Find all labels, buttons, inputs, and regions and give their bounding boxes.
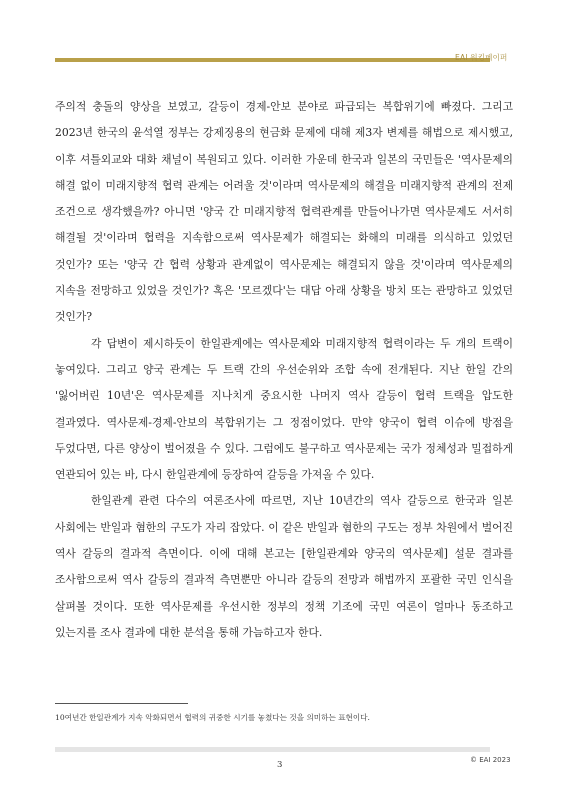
- footer-rule: [55, 747, 490, 752]
- body-paragraph-3: 한일관계 관련 다수의 여론조사에 따르면, 지난 10년간의 역사 갈등으로 한국과 일본 사회에는 반일과 혐한의 구도가 자리 잡았다. 이 같은 반일과 혐한의 구도는 정부 차원에서 벌어진 역사 갈등의 결과적 측면이다. 이에 대해 본고는 [한일관계와 양국의 역사문제] 설문 결과를 조사함으로써 역사 갈등의 결과적 측면뿐만 아니라 갈등의 전망과 해법까지 포괄한 국민 인식을 살펴볼 것이다. 또한 역사문제를 우선시한 정부의 정책 기조에 국민 여론이 얼마나 동조하고 있는지를 조사 결과에 대한 분석을 통해 가늠하고자 한다.: [55, 494, 513, 639]
- header-series-label: EAI 워킹페이퍼: [455, 53, 508, 62]
- footnote-text: 10여년간 한일관계가 지속 악화되면서 협력의 귀중한 시기를 놓쳤다는 것을 의미하는 표현이다.: [55, 713, 370, 722]
- body-paragraph-2: 각 답변이 제시하듯이 한일관계에는 역사문제와 미래지향적 협력이라는 두 개의 트랙이 놓여있다. 그리고 양국 관계는 두 트랙 간의 우선순위와 조합 속에 전개된다. 지난 한일 간의 '잃어버린 10년'은 역사문제를 지나치게 중요시한 나머지 역사 갈등이 협력 트랙을 압도한 결과였다. 역사문제-경제-안보의 복합위기는 그 정점이었다. 만약 양국이 협력 이슈에 방점을 두었다면, 다른 양상이 벌어졌을 수 있다. 그럼에도 불구하고 역사문제는 국가 정체성과 밀접하게 연관되어 있는 바, 다시 한일관계에 등장하여 갈등을 가져올 수 있다.: [55, 336, 513, 482]
- body-text: [55, 94, 513, 646]
- footnote-divider: [55, 703, 188, 704]
- header-rule: [55, 58, 490, 62]
- page-number: 3: [277, 760, 283, 770]
- body-paragraph-1: 주의적 충돌의 양상을 보였고, 갈등이 경제-안보 분야로 파급되는 복합위기에 빠졌다. 그리고 2023년 한국의 윤석열 정부는 강제징용의 현금화 문제에 대해 제3자 변제를 해법으로 제시했고, 이후 셔틀외교와 대화 채널이 복원되고 있다. 이러한 가운데 한국과 일본의 국민들은 '역사문제의 해결 없이 미래지향적 협력 관계는 어려울 것'이라며 역사문제의 해결을 미래지향적 관계의 전제 조건으로 생각했을까? 아니면 '양국 간 미래지향적 협력관계를 만들어나가면 역사문제도 서서히 해결될 것'이라며 협력을 지속함으로써 역사문제가 해결되는 화해의 미래를 의식하고 있었던 것인가? 또는 '양국 간 협력 상황과 관계없이 역사문제는 해결되지 않을 것'이라며 역사문제의 지속을 전망하고 있었을 것인가? 혹은 '모르겠다'는 대답 아래 상황을 방치 또는 관망하고 있었던 것인가?: [55, 100, 513, 324]
- copyright-notice: © EAI 2023: [470, 756, 511, 764]
